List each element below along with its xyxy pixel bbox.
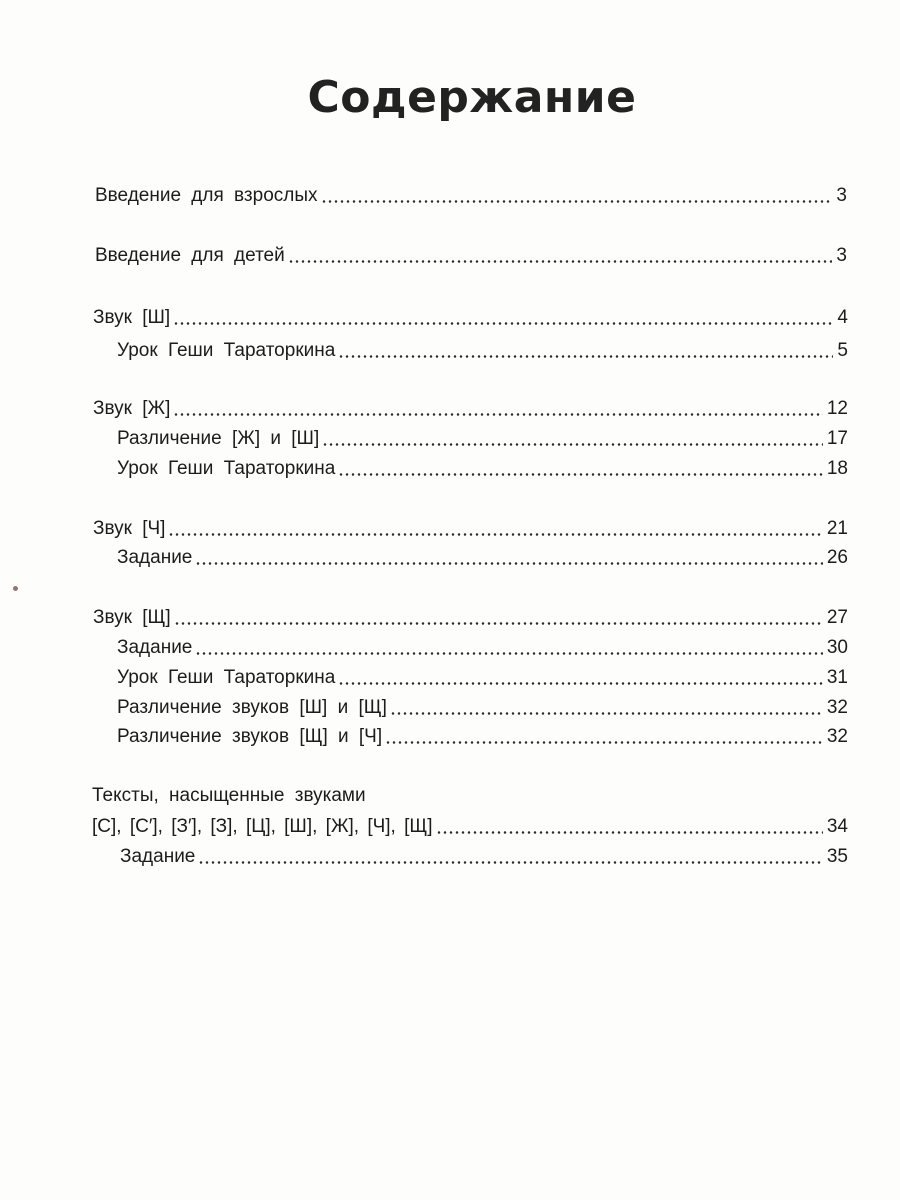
toc-entry-text: Задание bbox=[117, 637, 193, 658]
toc-entry bbox=[117, 660, 848, 690]
toc-entry-text: Звук [Ж] bbox=[93, 398, 171, 419]
dot-leader bbox=[174, 622, 823, 625]
toc-page-number: 35 bbox=[826, 846, 848, 867]
dot-leader bbox=[195, 652, 822, 655]
toc-page-number: 27 bbox=[826, 607, 848, 628]
toc-page-number: 34 bbox=[826, 816, 848, 837]
toc-entry bbox=[117, 451, 848, 481]
toc-entry bbox=[117, 333, 848, 363]
toc-entry bbox=[93, 511, 848, 541]
toc-entry bbox=[93, 600, 848, 630]
dot-leader bbox=[173, 413, 823, 416]
dot-leader bbox=[338, 682, 823, 685]
toc-page-number: 12 bbox=[826, 398, 848, 419]
toc-entry bbox=[117, 421, 848, 451]
dot-leader bbox=[338, 355, 833, 358]
toc-page-number: 3 bbox=[836, 185, 847, 206]
dot-leader bbox=[436, 831, 823, 834]
toc-entry bbox=[93, 391, 848, 421]
toc-entry bbox=[117, 690, 848, 720]
dot-leader bbox=[173, 322, 833, 325]
toc-entry-text: Звук [Щ] bbox=[93, 607, 171, 628]
dot-leader bbox=[390, 712, 823, 715]
toc-page-number: 30 bbox=[826, 637, 848, 658]
toc-entry bbox=[117, 719, 848, 749]
toc-entry-text: Звук [Ч] bbox=[93, 518, 166, 539]
toc-entry-text: Задание bbox=[120, 846, 196, 867]
toc-entry-text: Различение звуков [Ш] и [Щ] bbox=[117, 697, 387, 718]
toc-page-number: 21 bbox=[826, 518, 848, 539]
toc-entry-text: [С], [С′], [З′], [З], [Ц], [Ш], [Ж], [Ч], [Щ] bbox=[92, 816, 433, 837]
toc-section-heading bbox=[92, 778, 500, 808]
paper-speck bbox=[13, 586, 18, 591]
toc-entry-text: Различение [Ж] и [Ш] bbox=[117, 428, 320, 449]
dot-leader bbox=[288, 260, 833, 263]
toc-entry-text: Урок Геши Тараторкина bbox=[117, 340, 336, 361]
toc-entry-text: Введение для взрослых bbox=[95, 185, 318, 206]
toc-entry bbox=[93, 300, 848, 330]
toc-entry bbox=[95, 178, 847, 208]
toc-entry bbox=[92, 809, 848, 839]
dot-leader bbox=[168, 533, 822, 536]
toc-page-number: 5 bbox=[837, 340, 848, 361]
toc-entry-text: Различение звуков [Щ] и [Ч] bbox=[117, 726, 383, 747]
page-title: Содержание bbox=[307, 72, 637, 123]
toc-entry-text: Урок Геши Тараторкина bbox=[117, 458, 336, 479]
toc-entry-text: Тексты, насыщенные звуками bbox=[92, 785, 366, 806]
toc-entry-text: Урок Геши Тараторкина bbox=[117, 667, 336, 688]
toc-entry bbox=[95, 238, 847, 268]
dot-leader bbox=[195, 562, 822, 565]
toc-page-number: 17 bbox=[826, 428, 848, 449]
toc-page-number: 18 bbox=[826, 458, 848, 479]
toc-entry-text: Звук [Ш] bbox=[93, 307, 171, 328]
dot-leader bbox=[322, 443, 823, 446]
toc-page-number: 3 bbox=[836, 245, 847, 266]
toc-entry-text: Задание bbox=[117, 547, 193, 568]
dot-leader bbox=[338, 473, 823, 476]
toc-entry bbox=[117, 540, 848, 570]
toc-entry bbox=[117, 630, 848, 660]
dot-leader bbox=[321, 200, 833, 203]
toc-page-number: 31 bbox=[826, 667, 848, 688]
dot-leader bbox=[198, 861, 822, 864]
toc-entry bbox=[120, 839, 848, 869]
toc-page-number: 26 bbox=[826, 547, 848, 568]
toc-page-number: 32 bbox=[826, 726, 848, 747]
toc-page-number: 32 bbox=[826, 697, 848, 718]
toc-entry-text: Введение для детей bbox=[95, 245, 285, 266]
toc-page-number: 4 bbox=[837, 307, 848, 328]
dot-leader bbox=[385, 741, 823, 744]
